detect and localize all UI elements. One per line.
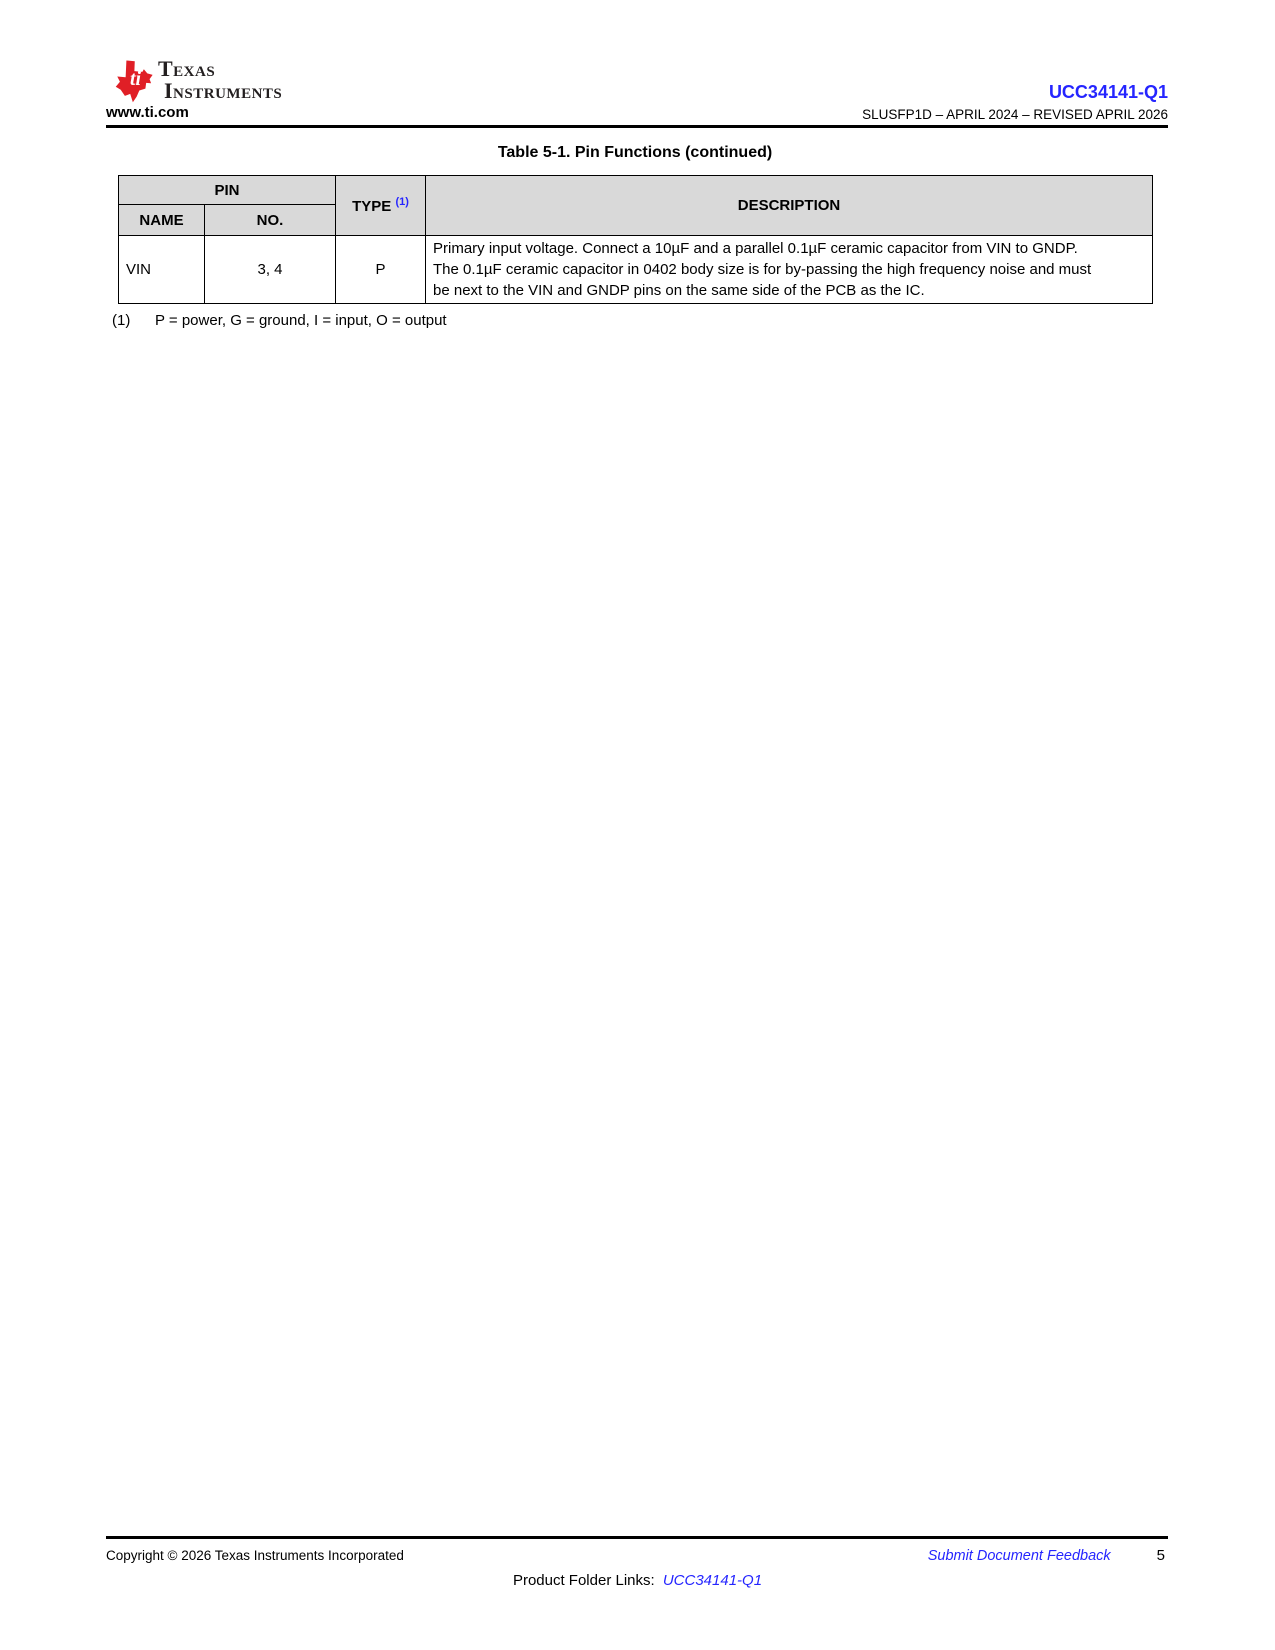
svg-text:ti: ti: [130, 67, 142, 90]
brand-instruments: Instruments: [164, 78, 283, 103]
page-number: 5: [1156, 1547, 1165, 1564]
col-header-description: DESCRIPTION: [426, 176, 1153, 236]
pin-functions-table-wrap: [118, 175, 1153, 304]
footnote-text: P = power, G = ground, I = input, O = output: [155, 312, 447, 329]
pin-type-cell: P: [336, 236, 426, 304]
col-header-type: [336, 176, 426, 236]
ti-logo-icon: [115, 56, 153, 106]
part-number-link[interactable]: UCC34141-Q1: [1048, 82, 1168, 102]
footer-right-block: [928, 1547, 1165, 1564]
submit-feedback-link[interactable]: Submit Document Feedback: [927, 1548, 1111, 1564]
table-row: [119, 236, 1153, 304]
pin-no-cell: 3, 4: [205, 236, 336, 304]
doc-revision-info: SLUSFP1D – APRIL 2024 – REVISED APRIL 2026: [862, 107, 1168, 122]
product-folder-line: [0, 1572, 1275, 1589]
col-header-no: NO.: [205, 205, 336, 236]
ti-wordmark: [158, 58, 282, 101]
header-right-block: [862, 82, 1168, 122]
footer-divider: [106, 1536, 1168, 1539]
pin-description-cell: Primary input voltage. Connect a 10µF and a parallel 0.1µF ceramic capacitor from VIN to GNDP. The 0.1µF ceramic capacitor in 0402 body size is for by-passing the high frequency noise and must be next to the VIN and GNDP pins on the same side of the PCB as the IC.: [426, 236, 1153, 304]
col-header-name: NAME: [119, 205, 205, 236]
ti-website-link[interactable]: www.ti.com: [106, 104, 189, 121]
brand-texas: Texas: [158, 56, 216, 81]
product-folder-label: Product Folder Links:: [512, 1572, 655, 1589]
col-header-type-label: TYPE: [352, 198, 392, 215]
header-divider: [106, 125, 1168, 128]
pin-functions-table: [118, 175, 1153, 304]
product-folder-link[interactable]: UCC34141-Q1: [662, 1572, 763, 1589]
pin-name-cell: VIN: [119, 236, 205, 304]
col-header-pin: PIN: [119, 176, 336, 205]
footnote-ref-link[interactable]: (1): [395, 196, 409, 208]
copyright-text: Copyright © 2026 Texas Instruments Incorporated: [106, 1548, 404, 1563]
footnote: [112, 312, 447, 329]
table-title: Table 5-1. Pin Functions (continued): [497, 144, 773, 161]
footnote-marker: (1): [112, 312, 131, 329]
